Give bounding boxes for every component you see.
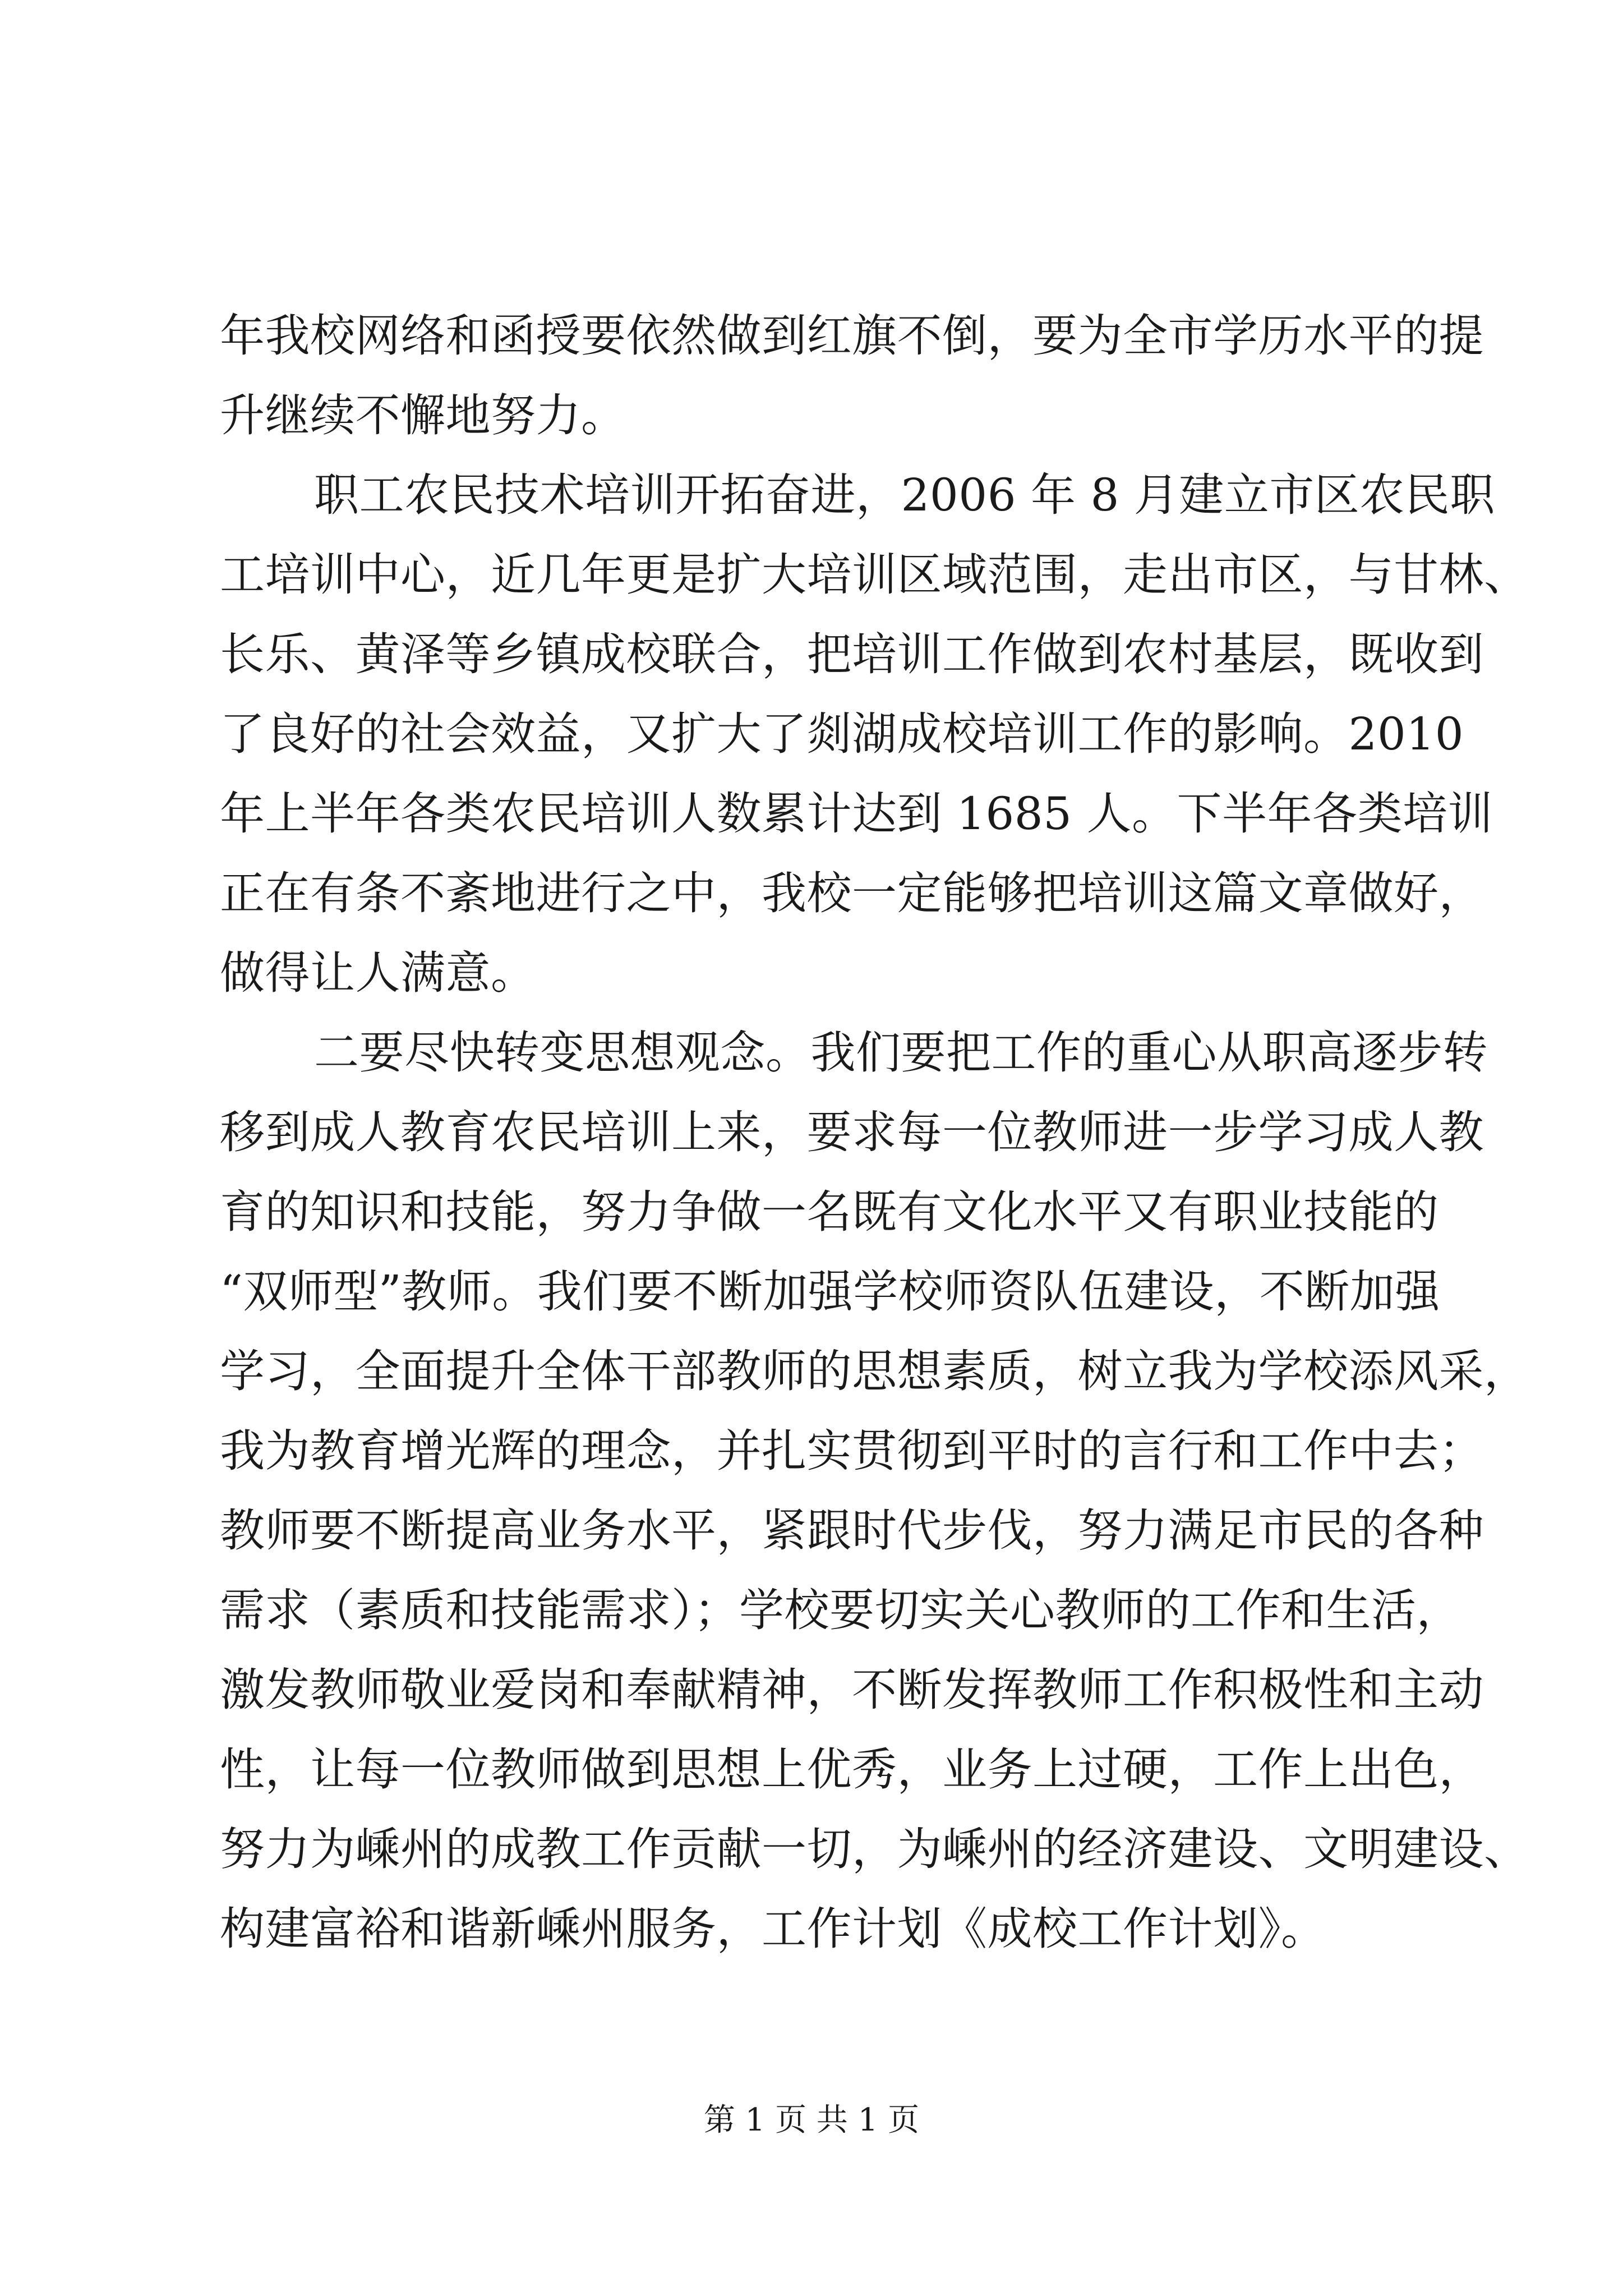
text-line: 工培训中心，近几年更是扩大培训区域范围，走出市区，与甘林、 <box>220 549 1529 601</box>
text-line: 努力为嵊州的成教工作贡献一切，为嵊州的经济建设、文明建设、 <box>220 1823 1529 1875</box>
paragraph <box>220 1013 1529 1969</box>
text-line: 性，让每一位教师做到思想上优秀，业务上过硬，工作上出色， <box>220 1743 1484 1796</box>
text-line: 我为教育增光辉的理念，并扎实贯彻到平时的言行和工作中去； <box>220 1425 1484 1477</box>
text-line: 长乐、黄泽等乡镇成校联合，把培训工作做到农村基层，既收到 <box>220 628 1484 680</box>
page-footer: 第 1 页 共 1 页 <box>703 2102 920 2138</box>
paragraph <box>220 455 1529 1013</box>
text-line: 年上半年各类农民培训人数累计达到 1685 人。下半年各类培训 <box>220 788 1493 840</box>
text-line: 职工农民技术培训开拓奋进，2006 年 8 月建立市区农民职 <box>314 469 1495 521</box>
text-line: 了良好的社会效益，又扩大了剡湖成校培训工作的影响。2010 <box>220 708 1464 760</box>
text-line: 正在有条不紊地进行之中，我校一定能够把培训这篇文章做好， <box>220 867 1484 919</box>
text-line: 育的知识和技能，努力争做一名既有文化水平又有职业技能的 <box>220 1186 1439 1238</box>
text-line: 教师要不断提高业务水平，紧跟时代步伐，努力满足市民的各种 <box>220 1504 1484 1557</box>
text-line: 激发教师敬业爱岗和奉献精神，不断发挥教师工作积极性和主动 <box>220 1664 1484 1716</box>
text-line: 移到成人教育农民培训上来，要求每一位教师进一步学习成人教 <box>220 1106 1484 1158</box>
document-body <box>220 296 1529 1969</box>
paragraph <box>220 296 1484 455</box>
text-line: 需求（素质和技能需求）；学校要切实关心教师的工作和生活， <box>220 1584 1461 1636</box>
text-line: 二要尽快转变思想观念。我们要把工作的重心从职高逐步转 <box>314 1027 1488 1079</box>
text-line: 升继续不懈地努力。 <box>220 389 626 441</box>
text-line: 构建富裕和谐新嵊州服务，工作计划《成校工作计划》。 <box>220 1903 1326 1955</box>
text-line: 学习，全面提升全体干部教师的思想素质，树立我为学校添风采， <box>220 1345 1529 1397</box>
text-line: 年我校网络和函授要依然做到红旗不倒，要为全市学历水平的提 <box>220 310 1484 362</box>
text-line: “双师型”教师。我们要不断加强学校师资队伍建设，不断加强 <box>220 1266 1440 1318</box>
text-line: 做得让人满意。 <box>220 947 536 999</box>
